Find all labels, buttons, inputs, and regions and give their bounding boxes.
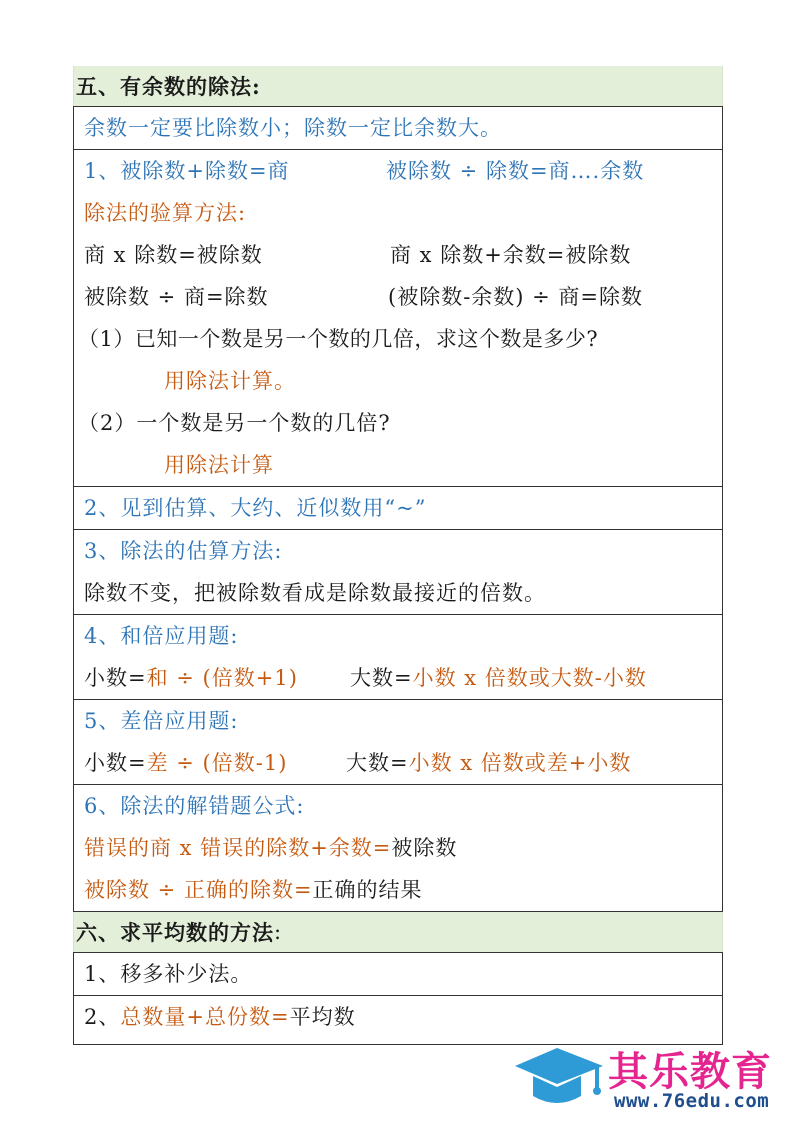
avg-item2-formula: 总数量+总份数= — [120, 1005, 290, 1029]
item3-box — [73, 530, 723, 615]
item4-title: 4、和倍应用题: — [84, 624, 239, 648]
question1-answer: 用除法计算。 — [164, 369, 296, 393]
item3-title: 3、除法的估算方法: — [84, 539, 283, 563]
item5-title: 5、差倍应用题: — [84, 709, 239, 733]
check1b: 商 x 除数+余数=被除数 — [390, 243, 632, 267]
check1a: 商 x 除数=被除数 — [84, 243, 263, 267]
item5-small-label: 小数= — [84, 751, 147, 775]
document-page — [73, 66, 723, 1045]
item4-big — [350, 657, 647, 699]
item5-big — [346, 742, 631, 784]
item2-text: 2、见到估算、大约、近似数用“~” — [84, 496, 427, 520]
brand-name: 其乐教育 — [608, 1049, 772, 1095]
question2: （2）一个数是另一个数的几倍? — [78, 411, 391, 435]
section6-title: 六、求平均数的方法 — [76, 920, 274, 945]
check2b: (被除数-余数) ÷ 商=除数 — [388, 285, 644, 309]
item6-title: 6、除法的解错题公式: — [84, 794, 305, 818]
item1-box — [73, 150, 723, 487]
item5-box — [73, 700, 723, 785]
question1: （1）已知一个数是另一个数的几倍，求这个数是多少? — [78, 327, 599, 351]
avg-item2 — [74, 996, 722, 1044]
item4-big-label: 大数= — [350, 666, 413, 690]
item1-formula-b: 被除数 ÷ 除数=商….余数 — [386, 159, 645, 183]
item6-line2-formula: 被除数 ÷ 正确的除数= — [84, 878, 313, 902]
item3-body: 除数不变，把被除数看成是除数最接近的倍数。 — [84, 581, 546, 605]
item5-big-formula: 小数 x 倍数或差+小数 — [408, 751, 632, 775]
rule-text: 余数一定要比除数小；除数一定比余数大。 — [84, 116, 502, 140]
item6-line2-result: 正确的结果 — [312, 878, 423, 902]
avg-item2-prefix: 2、 — [84, 1005, 121, 1029]
item5-formulas — [74, 742, 722, 784]
item5-small-formula: 差 ÷ (倍数-1) — [146, 751, 288, 775]
item4-small-label: 小数= — [84, 666, 147, 690]
item4-box — [73, 615, 723, 700]
check-title: 除法的验算方法: — [84, 201, 247, 225]
item5-big-label: 大数= — [346, 751, 409, 775]
brand-url: www.76edu.com — [614, 1090, 770, 1112]
section5-heading — [73, 66, 723, 106]
section6-title-colon: : — [274, 920, 283, 944]
item4-big-formula: 小数 x 倍数或大数-小数 — [412, 666, 647, 690]
question2-answer: 用除法计算 — [164, 453, 274, 477]
graduation-cap-icon — [511, 1040, 611, 1115]
avg-item2-box — [73, 996, 723, 1045]
rule-box — [73, 106, 723, 150]
item4-small-formula: 和 ÷ (倍数+1) — [146, 666, 298, 690]
item6-line2 — [74, 869, 722, 911]
check-row-2 — [74, 276, 722, 318]
avg-item1-box — [73, 952, 723, 996]
item6-line1-formula: 错误的商 x 错误的除数+余数= — [84, 836, 392, 860]
section5-title: 五、有余数的除法: — [76, 74, 261, 99]
section6-heading — [73, 912, 723, 952]
item1-row — [74, 150, 722, 192]
avg-item1: 1、移多补少法。 — [84, 962, 253, 986]
item6-box — [73, 785, 723, 912]
item6-line1-result: 被除数 — [391, 836, 458, 860]
item2-box — [73, 487, 723, 530]
item6-line1 — [74, 827, 722, 869]
item1-formula-a: 1、被除数+除数=商 — [84, 159, 290, 183]
check-row-1 — [74, 234, 722, 276]
avg-item2-result: 平均数 — [289, 1005, 356, 1029]
check2a: 被除数 ÷ 商=除数 — [84, 285, 269, 309]
item4-formulas — [74, 657, 722, 699]
